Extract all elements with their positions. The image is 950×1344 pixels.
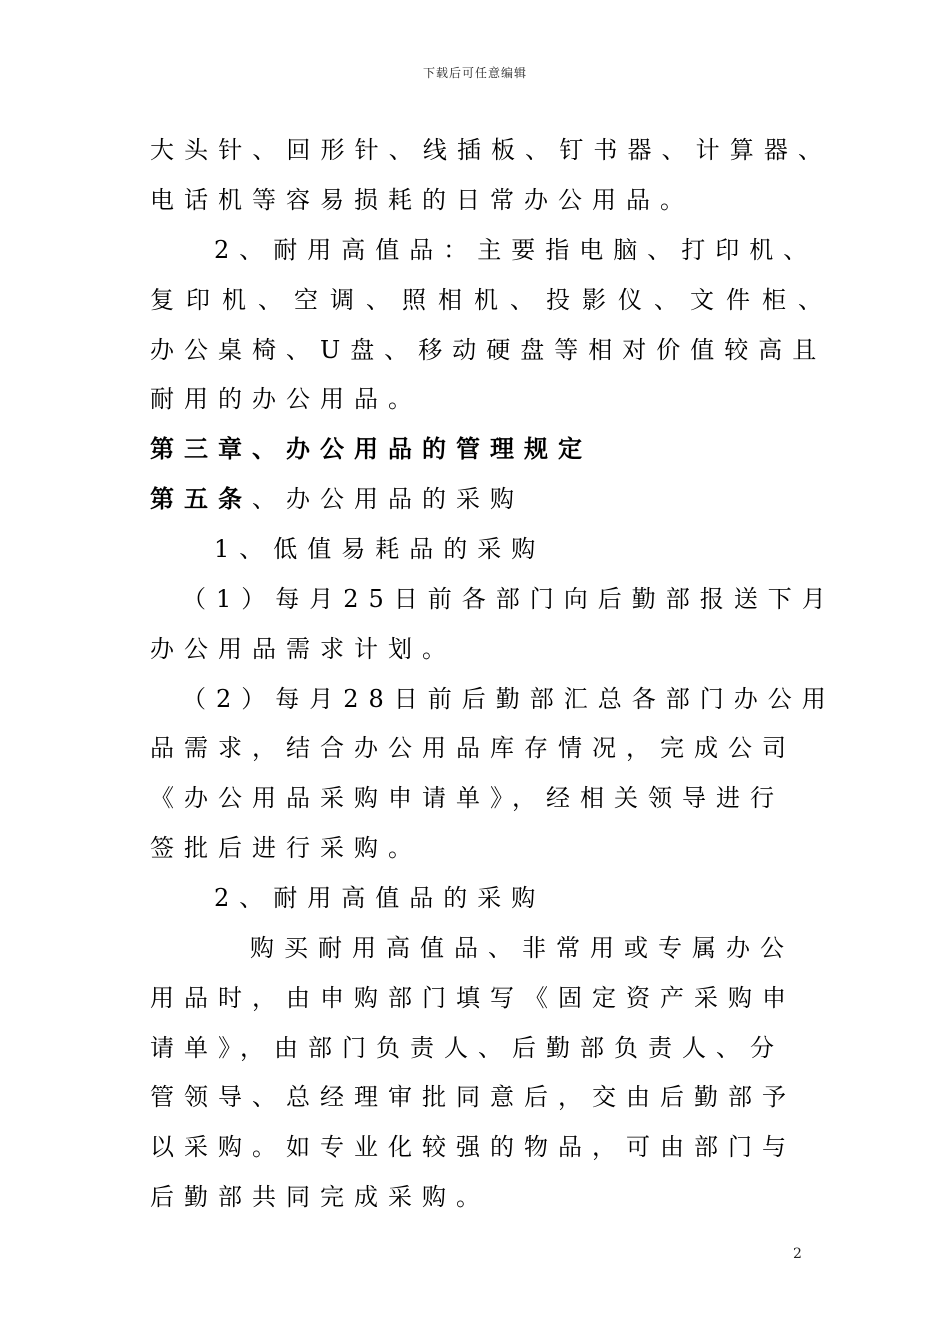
text-line-1: 大头针、回形针、线插板、钉书器、计算器、 — [150, 136, 822, 164]
article-title: 、办公用品的采购 — [252, 485, 524, 513]
text-line-12: （2）每月28日前后勤部汇总各部门办公用 — [182, 685, 836, 713]
text-line-22: 后勤部共同完成采购。 — [150, 1183, 490, 1211]
text-line-5: 办公桌椅、U盘、移动硬盘等相对价值较高且 — [150, 336, 827, 364]
text-line-19: 请单》，由部门负责人、后勤部负责人、分 — [150, 1034, 784, 1062]
text-line-4: 复印机、空调、照相机、投影仪、文件柜、 — [150, 286, 822, 314]
text-line-10: （1）每月25日前各部门向后勤部报送下月 — [182, 585, 836, 613]
text-line-20: 管领导、总经理审批同意后，交由后勤部予 — [150, 1083, 796, 1111]
text-line-15: 签批后进行采购。 — [150, 834, 422, 862]
text-line-2: 电话机等容易损耗的日常办公用品。 — [150, 186, 694, 214]
text-line-3: 2、耐用高值品：主要指电脑、打印机、 — [214, 236, 818, 264]
text-line-14: 《办公用品采购申请单》，经相关领导进行 — [150, 784, 784, 812]
article-heading — [150, 482, 524, 516]
section-heading-2: 2、耐用高值品的采购 — [214, 884, 546, 912]
text-line-13: 品需求，结合办公用品库存情况，完成公司 — [150, 734, 796, 762]
article-label: 第五条 — [150, 484, 252, 513]
text-line-6: 耐用的办公用品。 — [150, 385, 422, 413]
page-header: 下载后可任意编辑 — [422, 66, 527, 80]
text-line-17: 购买耐用高值品、非常用或专属办公 — [250, 934, 794, 962]
section-heading-1: 1、低值易耗品的采购 — [214, 535, 546, 563]
text-line-18: 用品时，由申购部门填写《固定资产采购申 — [150, 984, 796, 1012]
page-number: 2 — [793, 1246, 802, 1262]
text-line-21: 以采购。如专业化较强的物品，可由部门与 — [150, 1133, 796, 1161]
text-line-11: 办公用品需求计划。 — [150, 635, 456, 663]
chapter-heading: 第三章、办公用品的管理规定 — [150, 434, 592, 463]
